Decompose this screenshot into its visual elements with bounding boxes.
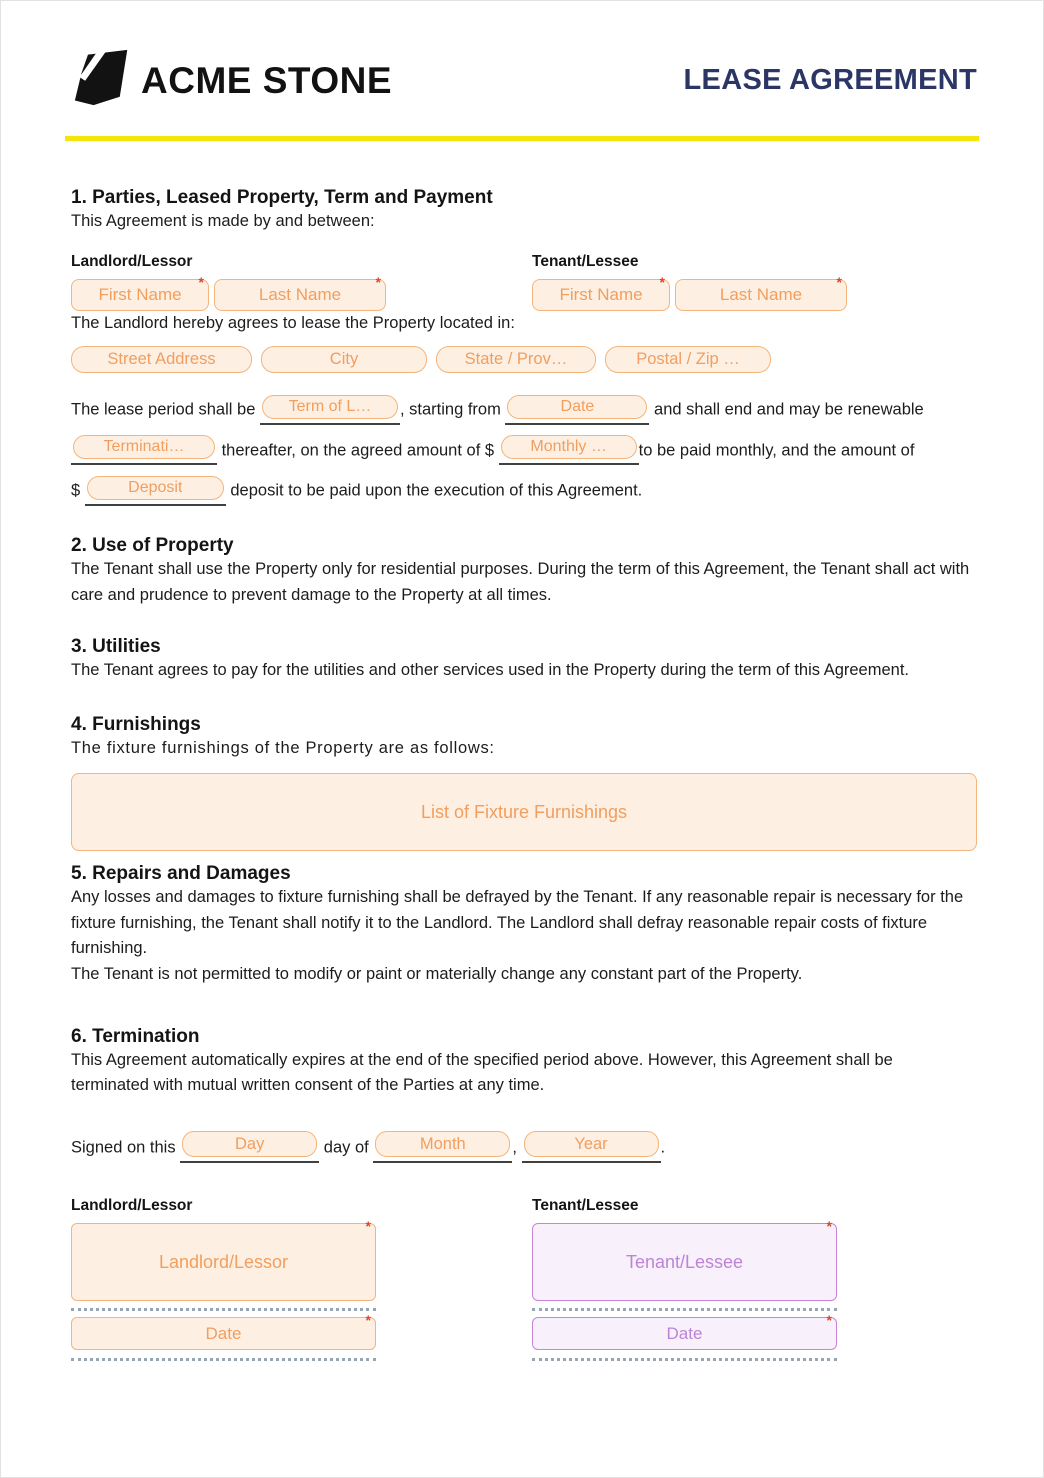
placeholder-text: Deposit [128,480,183,497]
header [1,1,1043,112]
section6-heading: 6. Termination [71,1025,200,1047]
section4-heading: 4. Furnishings [71,713,201,735]
section5-body-2: The Tenant is not permitted to modify or paint or materially change any constant part of the Property. [71,964,803,983]
furnishings-list-field[interactable] [71,773,977,851]
section5-heading: 5. Repairs and Damages [71,863,291,885]
section4-lead: The fixture furnishings of the Property are as follows: [71,738,495,757]
landlord-first-name-field[interactable] [71,273,209,311]
fill-blank-underline [505,395,649,425]
document-body [1,187,1043,1367]
dotted-separator [71,1358,376,1361]
signed-year-field[interactable] [524,1131,659,1157]
deposit-field[interactable] [87,476,224,500]
signed-day-field[interactable] [182,1131,317,1157]
lease-terms-line-3 [71,474,973,507]
placeholder-text: Tenant/Lessee [625,1251,744,1272]
landlord-signature-label: Landlord/Lessor [71,1197,193,1215]
required-asterisk: * [365,1218,371,1235]
lease-text: , starting from [399,400,501,419]
fill-blank-underline [71,435,217,465]
signed-month-field[interactable] [375,1131,510,1157]
placeholder-text: Date [666,1323,703,1343]
required-asterisk: * [375,273,381,290]
required-asterisk: * [198,273,204,290]
lease-text: deposit to be paid upon the execution of this Agreement. [230,482,643,501]
required-asterisk: * [826,1218,832,1235]
placeholder-text: Term of L… [288,398,372,415]
section3-body: The Tenant agrees to pay for the utilities and other services used in the Property during the term of this Agreement. [71,661,909,680]
lease-text: to be paid monthly, and the amount of [638,441,915,460]
state-province-field[interactable] [436,346,596,373]
brand-logo-icon [73,49,131,112]
lease-text: and shall end and may be renewable [654,400,924,419]
document-title: LEASE AGREEMENT [683,64,977,96]
placeholder-text: State / Prov… [464,350,568,369]
street-address-field[interactable] [71,346,252,373]
city-field[interactable] [261,346,427,373]
address-fields-row [71,346,973,373]
fill-blank-underline [260,395,400,425]
required-asterisk: * [836,273,842,290]
dotted-separator [532,1358,837,1361]
lease-term-field[interactable] [262,395,398,419]
brand [73,49,392,112]
party-name-fields-row [71,273,973,311]
property-located-line: The Landlord hereby agrees to lease the Property located in: [71,313,515,332]
landlord-signature-block [71,1197,532,1367]
lease-text: $ [71,482,81,501]
start-date-field[interactable] [507,395,647,419]
lease-text: thereafter, on the agreed amount of $ [221,441,495,460]
landlord-signature-field[interactable] [71,1218,376,1301]
dotted-separator [532,1308,837,1311]
tenant-signature-block [532,1197,973,1367]
brand-name: ACME STONE [141,59,393,101]
fill-blank-underline [373,1131,512,1163]
placeholder-text: List of Fixture Furnishings [420,801,628,822]
fill-blank-underline [180,1131,319,1163]
placeholder-text: First Name [559,284,643,304]
landlord-label: Landlord/Lessor [71,252,193,270]
tenant-label: Tenant/Lessee [532,252,639,270]
dotted-separator [71,1308,376,1311]
placeholder-text: Year [574,1136,608,1153]
section1-intro: This Agreement is made by and between: [71,212,375,230]
lease-terms-line-1 [71,393,973,426]
signed-text: Signed on this [71,1138,176,1157]
section2-body: The Tenant shall use the Property only for residential purposes. During the term of this Agreement, the Tenant shall act with care and prudence to prevent damage to the Property at all times. [71,560,970,604]
placeholder-text: Monthly … [530,439,607,456]
termination-notice-field[interactable] [73,435,215,459]
lease-text: The lease period shall be [71,400,256,419]
section5-body-1: Any losses and damages to fixture furnishing shall be defrayed by the Tenant. If any reasonable repair is necessary for the fixture furnishing, the Tenant shall notify it to the Landlord. The Landlord shall defray reasonable repair costs of fixture furnishing. [71,888,964,958]
tenant-signature-label: Tenant/Lessee [532,1197,639,1215]
required-asterisk: * [659,273,665,290]
placeholder-text: Street Address [107,350,216,369]
lease-terms-line-2 [71,434,973,467]
fill-blank-underline [85,476,226,506]
section3-heading: 3. Utilities [71,636,161,658]
required-asterisk: * [365,1312,371,1329]
placeholder-text: First Name [98,284,182,304]
postal-zip-field[interactable] [605,346,771,373]
signed-text: day of [323,1138,369,1157]
section6-body: This Agreement automatically expires at the end of the specified period above. However, this Agreement shall be terminated with mutual written consent of the Parties at any time. [71,1050,893,1095]
placeholder-text: Date [560,398,595,415]
section1-heading: 1. Parties, Leased Property, Term and Payment [71,187,493,208]
placeholder-text: Postal / Zip … [636,350,740,369]
signed-on-row [71,1129,973,1166]
signed-text: . [660,1138,666,1157]
required-asterisk: * [826,1312,832,1329]
signature-blocks [71,1197,973,1367]
tenant-date-field[interactable] [532,1312,837,1350]
placeholder-text: Day [235,1136,265,1153]
fill-blank-underline [499,435,639,465]
landlord-date-field[interactable] [71,1312,376,1350]
placeholder-text: Last Name [719,284,803,304]
tenant-last-name-field[interactable] [675,273,847,311]
tenant-first-name-field[interactable] [532,273,670,311]
monthly-rent-field[interactable] [501,435,637,459]
fill-blank-underline [522,1131,661,1163]
placeholder-text: Last Name [258,284,342,304]
placeholder-text: Date [205,1323,242,1343]
placeholder-text: Terminati… [103,439,185,456]
party-labels-row [71,253,973,271]
accent-divider [65,136,979,141]
placeholder-text: City [329,350,359,369]
placeholder-text: Month [419,1136,466,1153]
tenant-signature-field[interactable] [532,1218,837,1301]
placeholder-text: Landlord/Lessor [158,1251,289,1272]
section2-heading: 2. Use of Property [71,535,234,557]
landlord-last-name-field[interactable] [214,273,386,311]
signed-text: , [512,1138,517,1157]
